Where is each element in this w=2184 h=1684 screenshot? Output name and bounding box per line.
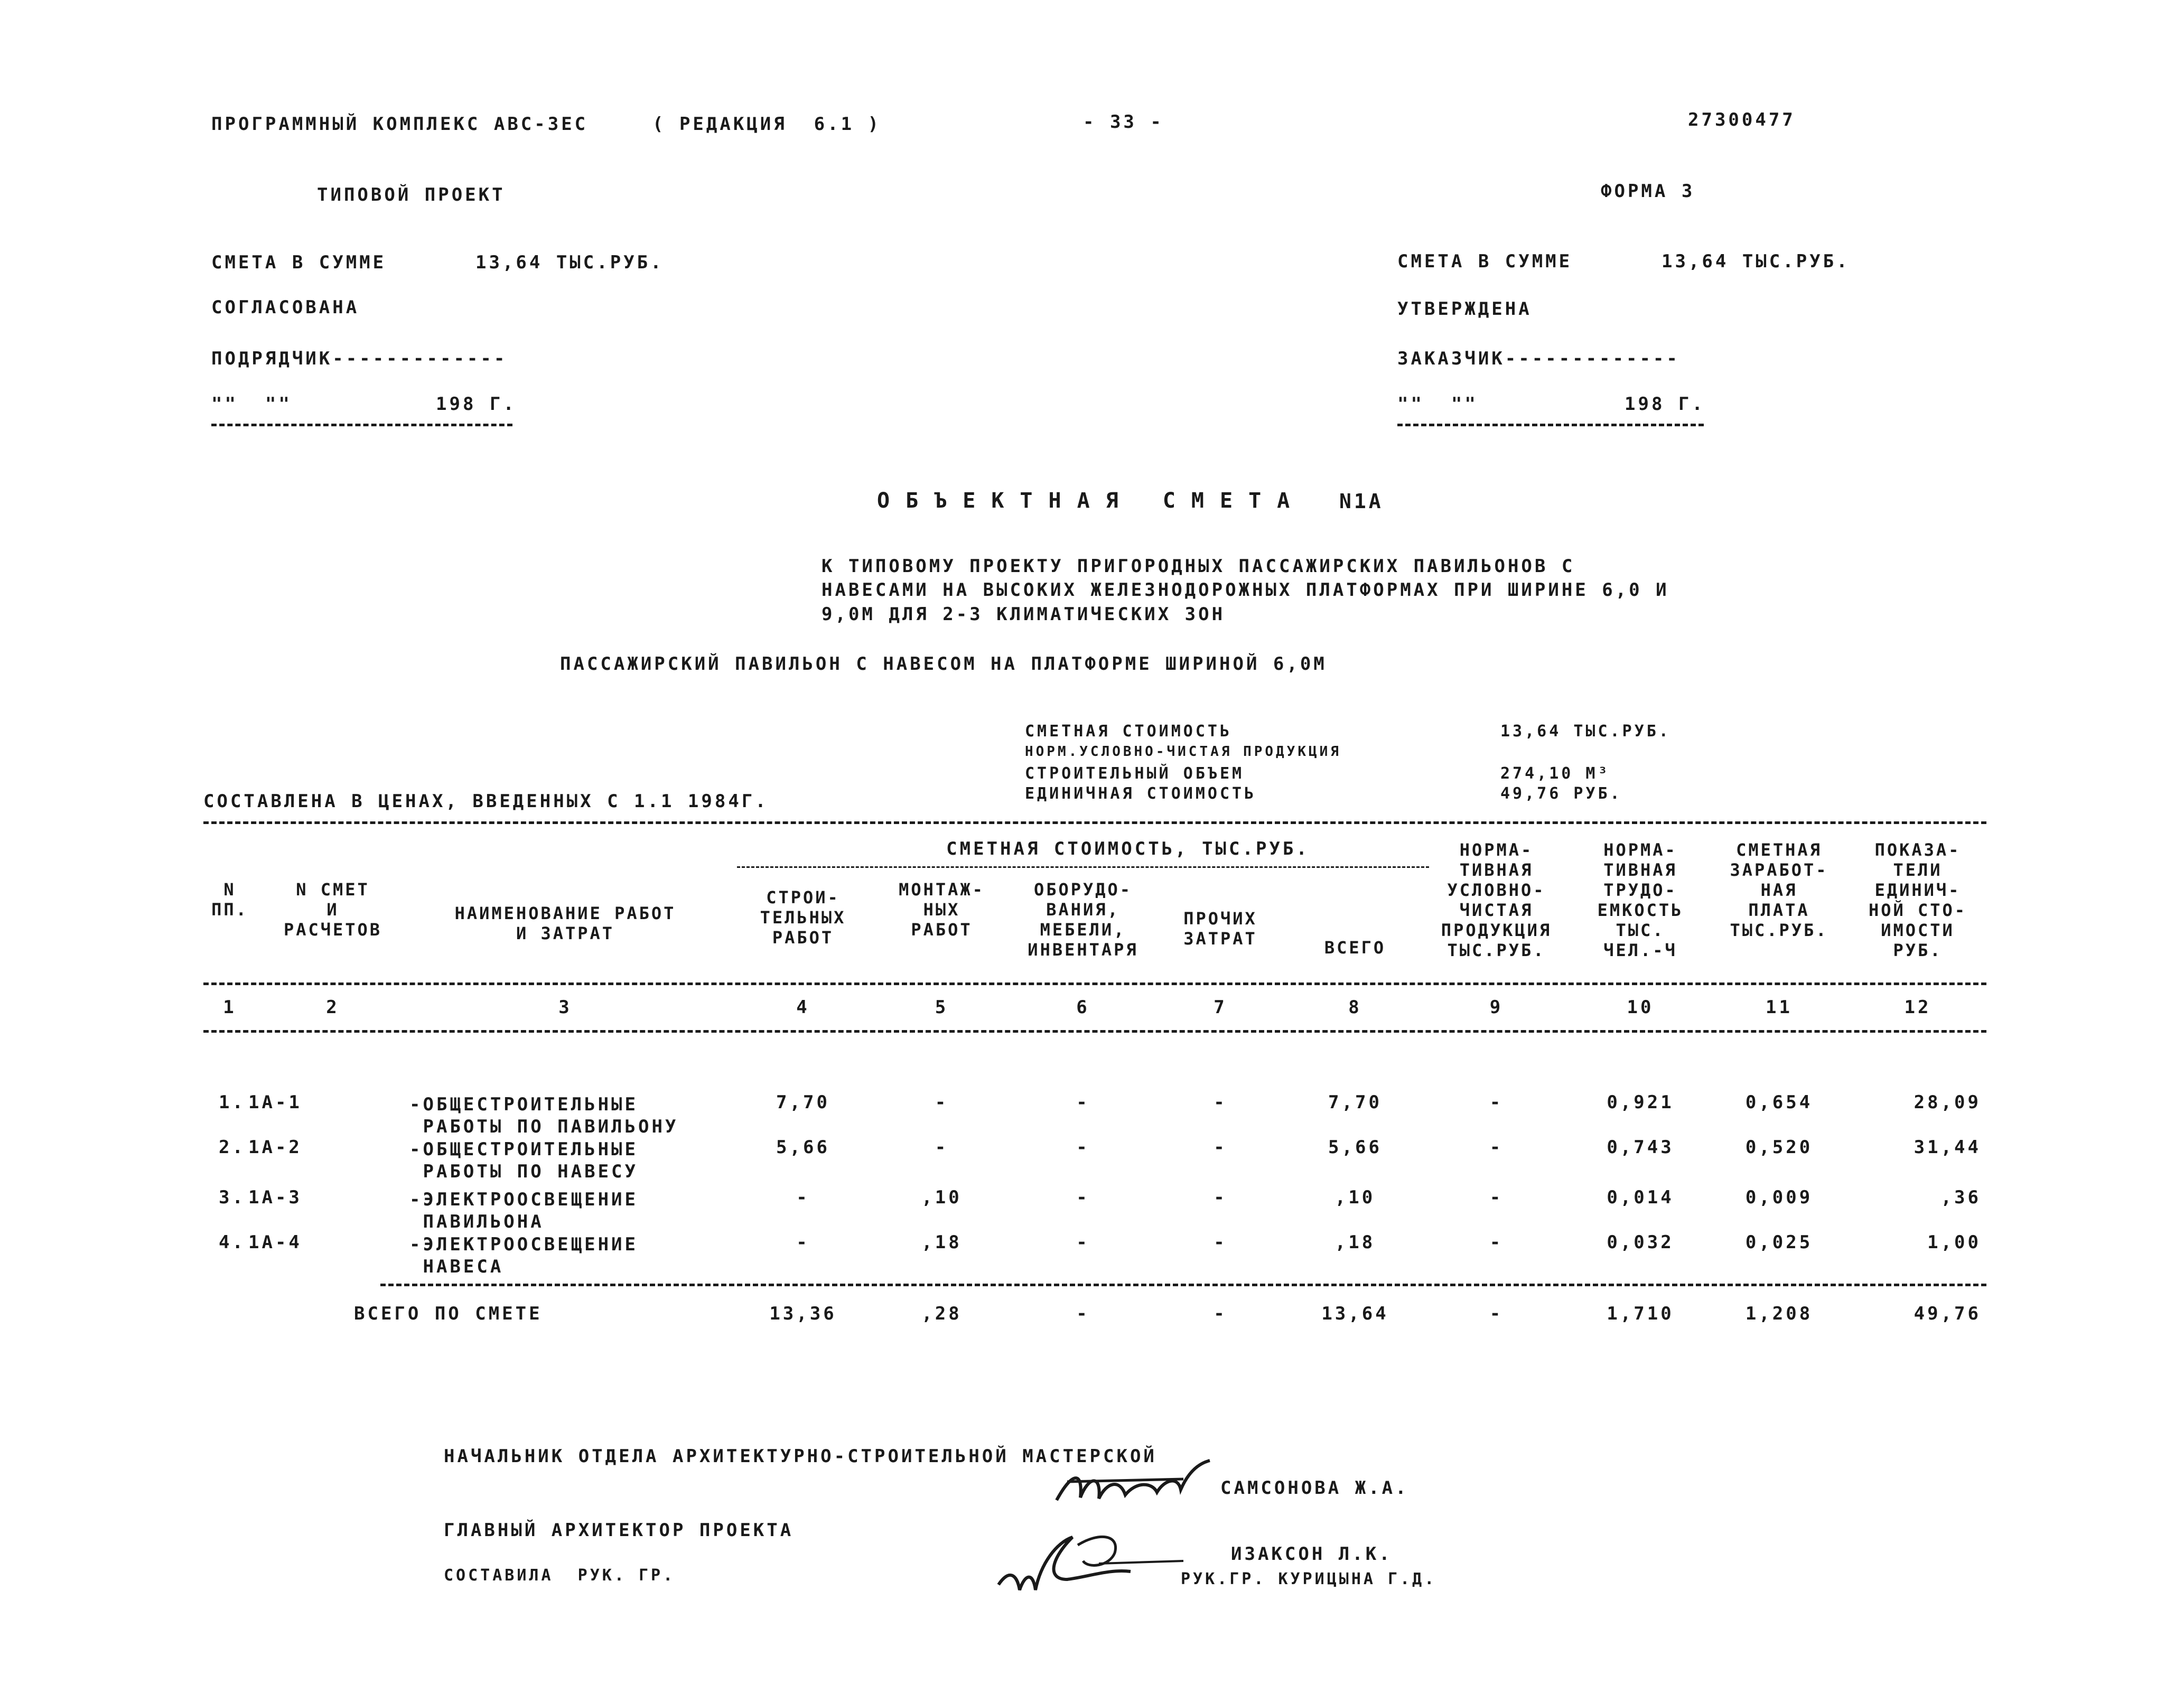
row-build: -	[796, 1232, 810, 1253]
col-header-8: ВСЕГО	[1324, 938, 1386, 958]
total-unit: 49,76	[1914, 1303, 1981, 1324]
row-build: 5,66	[776, 1137, 830, 1158]
row-unit: 31,44	[1914, 1137, 1981, 1158]
edition: ( РЕДАКЦИЯ 6.1 )	[652, 114, 881, 135]
row-equip: -	[1076, 1092, 1090, 1113]
col-header-1: N ПП.	[211, 880, 248, 920]
numbers-bottom-rule	[203, 1030, 1986, 1033]
row-total: 7,70	[1328, 1092, 1382, 1113]
total-top-rule	[380, 1284, 1986, 1286]
col-header-9: НОРМА- ТИВНАЯ УСЛОВНО- ЧИСТАЯ ПРОДУКЦИЯ ТЫС.РУБ.	[1441, 840, 1552, 960]
total-mount: ,28	[921, 1303, 962, 1324]
row-equip: -	[1076, 1232, 1090, 1253]
row-wage: 0,520	[1745, 1137, 1813, 1158]
total-equip: -	[1076, 1303, 1090, 1324]
signature-name-1: САМСОНОВА Ж.А.	[1220, 1477, 1409, 1499]
row-unit: 28,09	[1914, 1092, 1981, 1113]
col-header-5: МОНТАЖ- НЫХ РАБОТ	[899, 880, 985, 940]
total-build: 13,36	[769, 1303, 837, 1324]
signature-role-3: СОСТАВИЛА РУК. ГР.	[444, 1566, 676, 1585]
group-header: СМЕТНАЯ СТОИМОСТЬ, ТЫС.РУБ.	[946, 838, 1310, 859]
subtitle-line-1: К ТИПОВОМУ ПРОЕКТУ ПРИГОРОДНЫХ ПАССАЖИРСКИХ ПАВИЛЬОНОВ С	[822, 556, 1575, 577]
row-norm: -	[1489, 1187, 1504, 1208]
indicator-value-volume: 274,10 М³	[1500, 764, 1610, 783]
indicator-value-unit-cost: 49,76 РУБ.	[1500, 784, 1622, 803]
total-other: -	[1214, 1303, 1227, 1324]
row-norm: -	[1489, 1092, 1504, 1113]
row-other: -	[1214, 1187, 1227, 1208]
indicator-label-unit-cost: ЕДИНИЧНАЯ СТОИМОСТЬ	[1025, 784, 1257, 803]
row-labor: 0,014	[1607, 1187, 1674, 1208]
right-party: ЗАКАЗЧИК-------------	[1397, 348, 1680, 369]
col-header-11: СМЕТНАЯ ЗАРАБОТ- НАЯ ПЛАТА ТЫС.РУБ.	[1730, 840, 1828, 940]
document-code: 27300477	[1688, 109, 1796, 130]
header-bottom-rule	[203, 983, 1986, 985]
row-mount: -	[935, 1092, 949, 1113]
signature-role-1: НАЧАЛЬНИК ОТДЕЛА АРХИТЕКТУРНО-СТРОИТЕЛЬНОЙ МАСТЕРСКОЙ	[444, 1446, 1157, 1467]
row-name: -ЭЛЕКТРООСВЕЩЕНИЕ НАВЕСА	[409, 1234, 638, 1277]
left-date-quotes: "" ""	[211, 394, 292, 415]
row-equip: -	[1076, 1187, 1090, 1208]
project-type: ТИПОВОЙ ПРОЕКТ	[317, 184, 506, 205]
handwritten-signature-2	[993, 1521, 1247, 1616]
col-header-7: ПРОЧИХ ЗАТРАТ	[1183, 909, 1257, 949]
prices-note: СОСТАВЛЕНА В ЦЕНАХ, ВВЕДЕННЫХ С 1.1 1984Г.	[203, 791, 769, 812]
right-sum-label: СМЕТА В СУММЕ	[1397, 251, 1573, 272]
col-header-2: N СМЕТ И РАСЧЕТОВ	[283, 880, 382, 940]
col-number-7: 7	[1214, 997, 1227, 1018]
col-number-12: 12	[1904, 997, 1931, 1018]
table-top-rule	[203, 821, 1986, 824]
left-signature-line	[211, 424, 512, 426]
left-year: 198 Г.	[436, 394, 517, 415]
total-label: ВСЕГО ПО СМЕТЕ	[354, 1303, 543, 1324]
row-build: 7,70	[776, 1092, 830, 1113]
program-name: ПРОГРАММНЫЙ КОМПЛЕКС АВС-ЗЕС	[211, 114, 589, 135]
row-labor: 0,032	[1607, 1232, 1674, 1253]
row-ref: 1А-4	[248, 1232, 302, 1253]
row-equip: -	[1076, 1137, 1090, 1158]
right-signature-line	[1397, 424, 1704, 426]
row-labor: 0,921	[1607, 1092, 1674, 1113]
right-year: 198 Г.	[1625, 394, 1705, 415]
document-number: N1А	[1339, 490, 1384, 513]
right-date-quotes: "" ""	[1397, 394, 1478, 415]
col-number-5: 5	[935, 997, 949, 1018]
row-total: ,18	[1334, 1232, 1376, 1253]
signature-role-2: ГЛАВНЫЙ АРХИТЕКТОР ПРОЕКТА	[444, 1520, 794, 1541]
row-other: -	[1214, 1137, 1227, 1158]
col-header-3: НАИМЕНОВАНИЕ РАБОТ И ЗАТРАТ	[454, 903, 676, 943]
indicator-value-cost: 13,64 ТЫС.РУБ.	[1500, 722, 1671, 741]
left-sum-value: 13,64 ТЫС.РУБ.	[475, 252, 664, 273]
subtitle-line-3: 9,0М ДЛЯ 2-3 КЛИМАТИЧЕСКИХ ЗОН	[822, 604, 1226, 625]
row-total: 5,66	[1328, 1137, 1382, 1158]
row-number: 1.	[219, 1092, 246, 1113]
row-number: 2.	[219, 1137, 246, 1158]
col-header-4: СТРОИ- ТЕЛЬНЫХ РАБОТ	[760, 887, 846, 948]
indicator-label-product: НОРМ.УСЛОВНО-ЧИСТАЯ ПРОДУКЦИЯ	[1025, 744, 1341, 760]
row-name: -ЭЛЕКТРООСВЕЩЕНИЕ ПАВИЛЬОНА	[409, 1189, 638, 1232]
left-status: СОГЛАСОВАНА	[211, 297, 360, 318]
row-norm: -	[1489, 1137, 1504, 1158]
row-unit: 1,00	[1927, 1232, 1981, 1253]
col-number-9: 9	[1489, 997, 1504, 1018]
row-wage: 0,009	[1745, 1187, 1813, 1208]
total-labor: 1,710	[1607, 1303, 1674, 1324]
right-status: УТВЕРЖДЕНА	[1397, 298, 1532, 320]
group-header-rule	[737, 866, 1429, 868]
page-number: - 33 -	[1083, 111, 1164, 133]
row-build: -	[796, 1187, 810, 1208]
row-unit: ,36	[1940, 1187, 1981, 1208]
total-norm: -	[1489, 1303, 1504, 1324]
row-wage: 0,025	[1745, 1232, 1813, 1253]
indicator-label-volume: СТРОИТЕЛЬНЫЙ ОБЪЕМ	[1025, 764, 1245, 783]
row-number: 3.	[219, 1187, 246, 1208]
col-number-6: 6	[1076, 997, 1090, 1018]
col-number-2: 2	[326, 997, 340, 1018]
col-number-3: 3	[558, 997, 572, 1018]
indicator-label-cost: СМЕТНАЯ СТОИМОСТЬ	[1025, 722, 1233, 741]
row-mount: ,10	[921, 1187, 962, 1208]
row-name: -ОБЩЕСТРОИТЕЛЬНЫЕ РАБОТЫ ПО ПАВИЛЬОНУ	[409, 1094, 679, 1137]
col-header-6: ОБОРУДО- ВАНИЯ, МЕБЕЛИ, ИНВЕНТАРЯ	[1028, 880, 1138, 960]
signature-name-2: ИЗАКСОН Л.К.	[1231, 1543, 1393, 1565]
col-header-12: ПОКАЗА- ТЕЛИ ЕДИНИЧ- НОЙ СТО- ИМОСТИ РУБ.	[1868, 840, 1967, 960]
row-ref: 1А-2	[248, 1137, 302, 1158]
col-number-10: 10	[1627, 997, 1654, 1018]
object-name: ПАССАЖИРСКИЙ ПАВИЛЬОН С НАВЕСОМ НА ПЛАТФОРМЕ ШИРИНОЙ 6,0М	[560, 653, 1327, 675]
signature-name-3: РУК.ГР. КУРИЦЫНА Г.Д.	[1181, 1570, 1437, 1588]
row-ref: 1А-1	[248, 1092, 302, 1113]
row-norm: -	[1489, 1232, 1504, 1253]
document-title: ОБЪЕКТНАЯ СМЕТА	[877, 489, 1306, 513]
row-labor: 0,743	[1607, 1137, 1674, 1158]
row-mount: ,18	[921, 1232, 962, 1253]
right-sum-value: 13,64 ТЫС.РУБ.	[1662, 251, 1850, 272]
left-party: ПОДРЯДЧИК-------------	[211, 348, 508, 369]
row-ref: 1А-3	[248, 1187, 302, 1208]
row-mount: -	[935, 1137, 949, 1158]
total-wage: 1,208	[1745, 1303, 1813, 1324]
handwritten-signature-1	[1051, 1450, 1220, 1519]
col-number-1: 1	[223, 997, 237, 1018]
row-number: 4.	[219, 1232, 246, 1253]
row-other: -	[1214, 1092, 1227, 1113]
row-wage: 0,654	[1745, 1092, 1813, 1113]
form-number: ФОРМА 3	[1601, 181, 1695, 202]
row-name: -ОБЩЕСТРОИТЕЛЬНЫЕ РАБОТЫ ПО НАВЕСУ	[409, 1139, 638, 1182]
left-sum-label: СМЕТА В СУММЕ	[211, 252, 387, 273]
col-header-10: НОРМА- ТИВНАЯ ТРУДО- ЕМКОСТЬ ТЫС. ЧЕЛ.-Ч	[1597, 840, 1684, 960]
row-total: ,10	[1334, 1187, 1376, 1208]
col-number-4: 4	[796, 997, 810, 1018]
subtitle-line-2: НАВЕСАМИ НА ВЫСОКИХ ЖЕЛЕЗНОДОРОЖНЫХ ПЛАТФОРМАХ ПРИ ШИРИНЕ 6,0 И	[822, 579, 1669, 601]
total-total: 13,64	[1321, 1303, 1389, 1324]
col-number-11: 11	[1766, 997, 1793, 1018]
col-number-8: 8	[1348, 997, 1362, 1018]
row-other: -	[1214, 1232, 1227, 1253]
